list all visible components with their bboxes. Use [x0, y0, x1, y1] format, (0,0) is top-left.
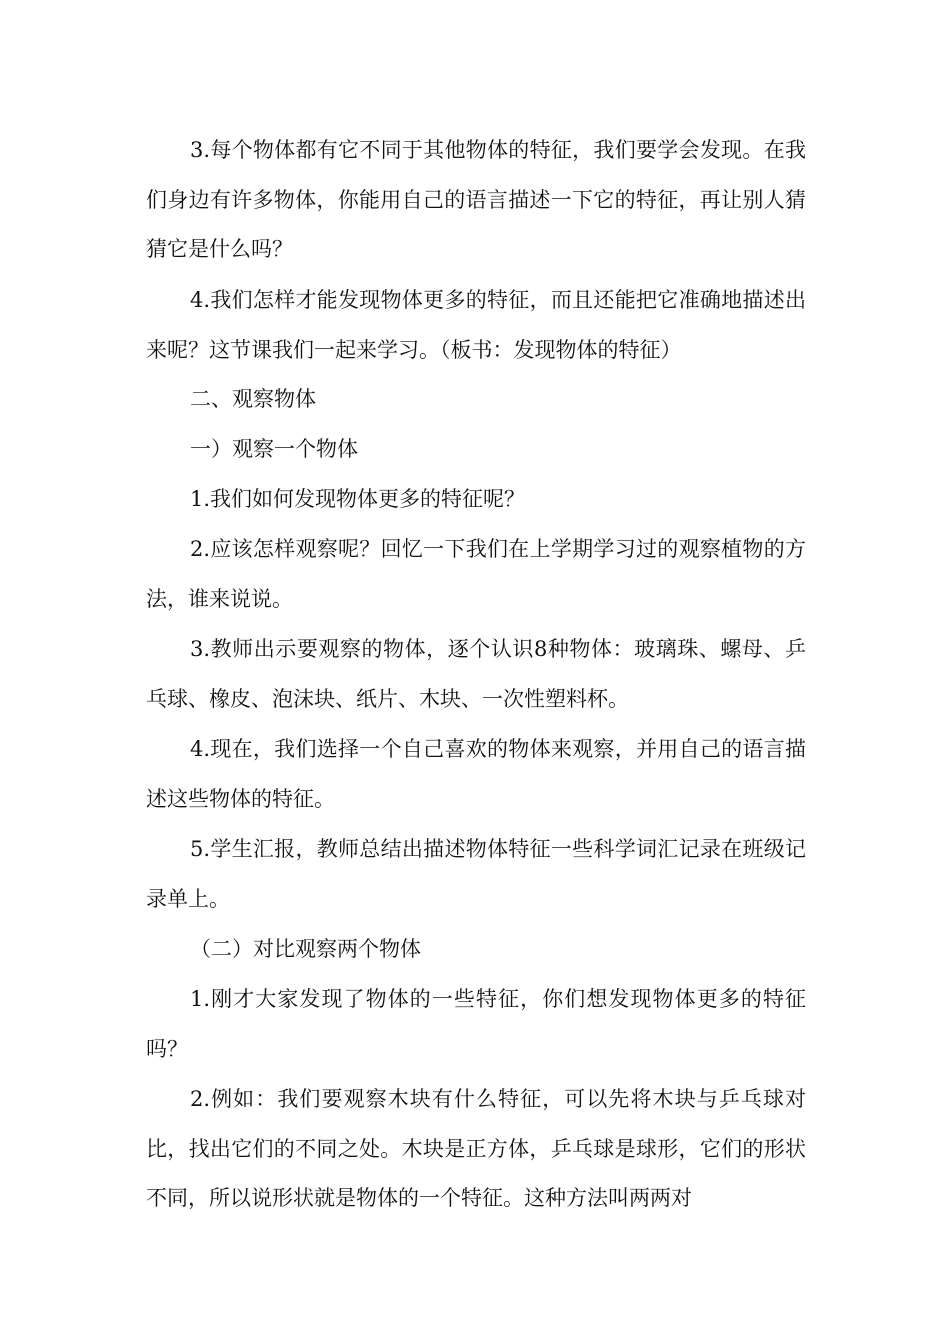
paragraph-more-features: 1.刚才大家发现了物体的一些特征，你们想发现物体更多的特征吗？ — [146, 987, 806, 1061]
paragraph-student-report: 5.学生汇报，教师总结出描述物体特征一些科学词汇记录在班级记录单上。 — [146, 837, 806, 911]
subsection-heading-one-object: 一）观察一个物体 — [190, 437, 358, 461]
paragraph-show-objects: 3.教师出示要观察的物体，逐个认识8种物体：玻璃珠、螺母、乒乓球、橡皮、泡沫块、纸片、木块、一次性塑料杯。 — [146, 637, 806, 711]
paragraph-choose-object: 4.现在，我们选择一个自己喜欢的物体来观察，并用自己的语言描述这些物体的特征。 — [146, 737, 806, 811]
paragraph-question-2: 2.应该怎样观察呢？回忆一下我们在上学期学习过的观察植物的方法，谁来说说。 — [146, 537, 806, 611]
paragraph-observe-features: 3.每个物体都有它不同于其他物体的特征，我们要学会发现。在我们身边有许多物体，你能用自己的语言描述一下它的特征，再让别人猜猜它是什么吗？ — [146, 138, 806, 261]
paragraph-example-compare: 2.例如：我们要观察木块有什么特征，可以先将木块与乒乓球对比，找出它们的不同之处。木块是正方体，乒乓球是球形，它们的形状不同，所以说形状就是物体的一个特征。这种方法叫两两对 — [146, 1087, 806, 1210]
paragraph-how-to-discover: 4.我们怎样才能发现物体更多的特征，而且还能把它准确地描述出来呢？这节课我们一起来学习。（板书：发现物体的特征） — [146, 288, 806, 362]
section-heading-observe-objects: 二、观察物体 — [190, 387, 316, 411]
subsection-heading-compare-two: （二）对比观察两个物体 — [190, 937, 421, 961]
paragraph-question-1: 1.我们如何发现物体更多的特征呢？ — [190, 487, 526, 511]
